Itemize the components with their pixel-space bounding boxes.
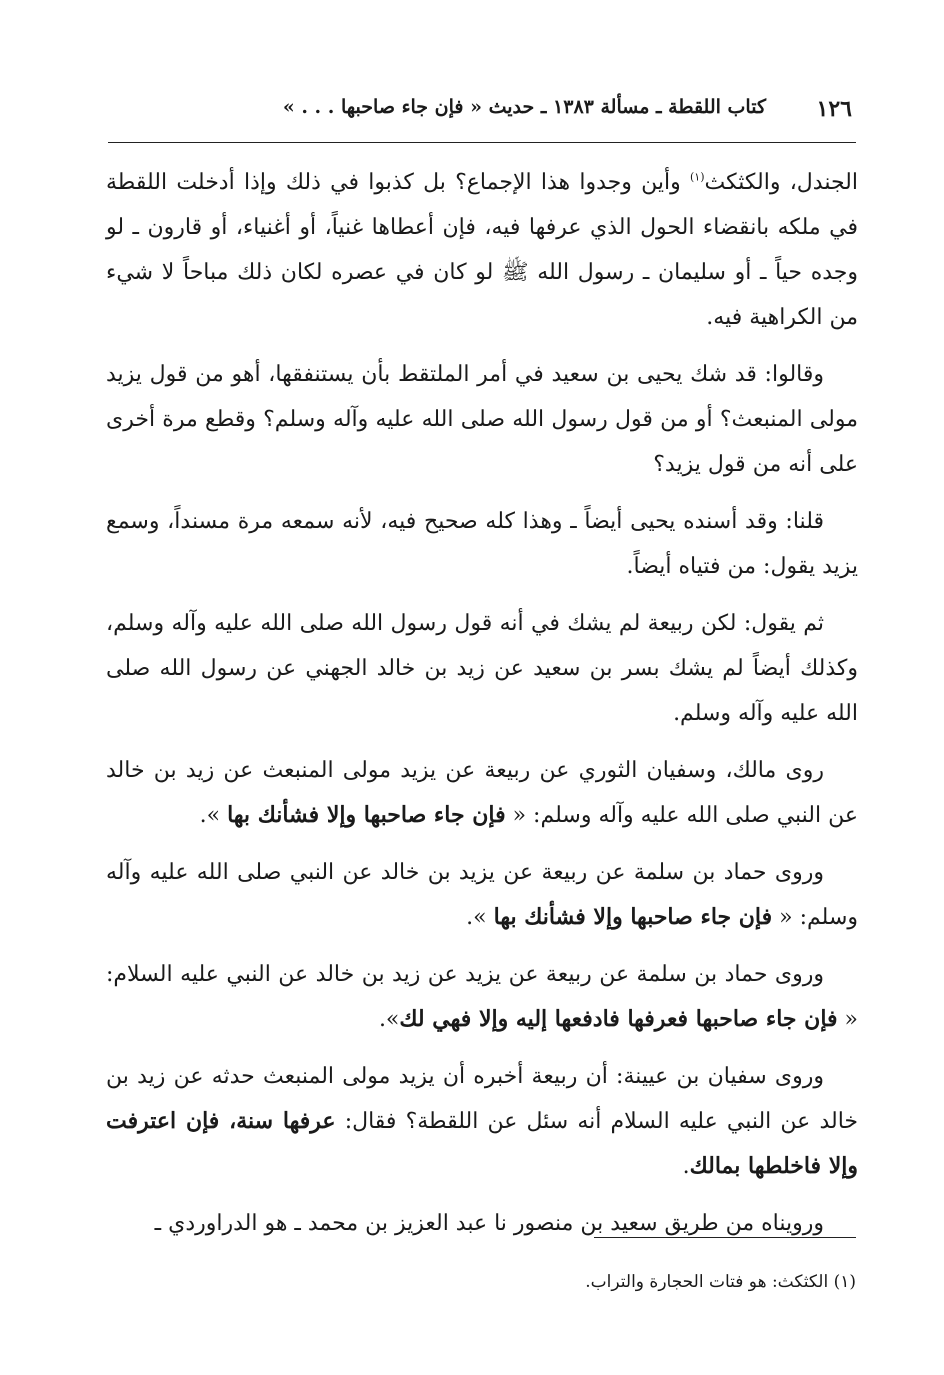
footnote-divider xyxy=(594,1237,856,1238)
text-segment: ثم يقول: لكن ربيعة لم يشك في أنه قول رسول الله صلى الله عليه وآله وسلم، وكذلك أيضاً لم يشك بسر بن سعيد عن زيد بن خالد الجهني عن رسول الله صلى الله عليه وآله وسلم. xyxy=(106,611,858,726)
text-segment: وروى حماد بن سلمة عن ربيعة عن يزيد بن خالد عن النبي صلى الله عليه وآله وسلم: « xyxy=(106,860,858,930)
paragraph xyxy=(106,748,858,838)
text-segment: ». xyxy=(199,803,228,828)
text-segment: ورويناه من طريق سعيد بن منصور نا عبد العزيز بن محمد ـ هو الدراوردي ـ xyxy=(154,1211,824,1236)
footnote-marker: (١) xyxy=(689,170,705,184)
body-text xyxy=(106,160,858,1258)
paragraph xyxy=(106,952,858,1042)
text-segment: الجندل، والكثكث xyxy=(704,170,858,195)
text-segment: قلنا: وقد أسنده يحيى أيضاً ـ وهذا كله صحيح فيه، لأنه سمعه مرة مسنداً، وسمع يزيد يقول: من فتياه أيضاً. xyxy=(106,509,858,579)
paragraph xyxy=(106,499,858,589)
footnote: (١) الكثكث: هو فتات الحجارة والتراب. xyxy=(585,1272,856,1292)
text-segment: وأين وجدوا هذا الإجماع؟ بل كذبوا في ذلك وإذا أدخلت اللقطة في ملكه بانقضاء الحول الذي عرفها فيه، فإن أعطاها غنياً، أو أغنياء، أو قارون ـ لو وجده حياً ـ أو سليمان ـ رسول الله ﷺ لو كان في عصره لكان ذلك مباحاً لا شيء من الكراهية فيه. xyxy=(106,170,858,330)
text-segment: وروى حماد بن سلمة عن ربيعة عن يزيد عن زيد بن خالد عن النبي عليه السلام: « xyxy=(106,962,858,1032)
text-segment: وقالوا: قد شك يحيى بن سعيد في أمر الملتقط بأن يستنفقها، أهو من قول يزيد مولى المنبعث؟ أو من قول رسول الله صلى الله عليه وآله وسلم؟ وقطع مرة أخرى على أنه من قول يزيد؟ xyxy=(106,362,858,477)
running-header xyxy=(108,92,852,132)
paragraph xyxy=(106,850,858,940)
paragraph xyxy=(106,1054,858,1189)
header-title: كتاب اللقطة ـ مسألة ١٣٨٣ ـ حديث « فإن جاء صاحبها . . . » xyxy=(282,96,766,118)
text-segment: روى مالك، وسفيان الثوري عن ربيعة عن يزيد مولى المنبعث عن زيد بن خالد عن النبي صلى الله عليه وآله وسلم: « xyxy=(106,758,858,828)
hadith-quote: فإن جاء صاحبها وإلا فشأنك بها xyxy=(493,904,773,930)
hadith-quote: فإن جاء صاحبها فعرفها فادفعها إليه وإلا فهي لك xyxy=(399,1006,838,1032)
page-number: ١٢٦ xyxy=(816,96,852,122)
hadith-quote: عرفها سنة، فإن اعترفت وإلا فاخلطها بمالك xyxy=(106,1108,858,1179)
text-segment: . xyxy=(682,1154,690,1179)
paragraph xyxy=(106,160,858,340)
paragraph xyxy=(106,601,858,736)
hadith-quote: فإن جاء صاحبها وإلا فشأنك بها xyxy=(227,802,506,828)
paragraph xyxy=(106,352,858,487)
text-segment: ». xyxy=(378,1007,400,1032)
paragraph xyxy=(106,1201,858,1246)
text-segment: ». xyxy=(466,905,494,930)
header-divider xyxy=(108,142,856,143)
text-segment: وروى سفيان بن عيينة: أن ربيعة أخبره أن يزيد مولى المنبعث حدثه عن زيد بن خالد عن النبي عليه السلام أنه سئل عن اللقطة؟ فقال: xyxy=(106,1064,859,1134)
